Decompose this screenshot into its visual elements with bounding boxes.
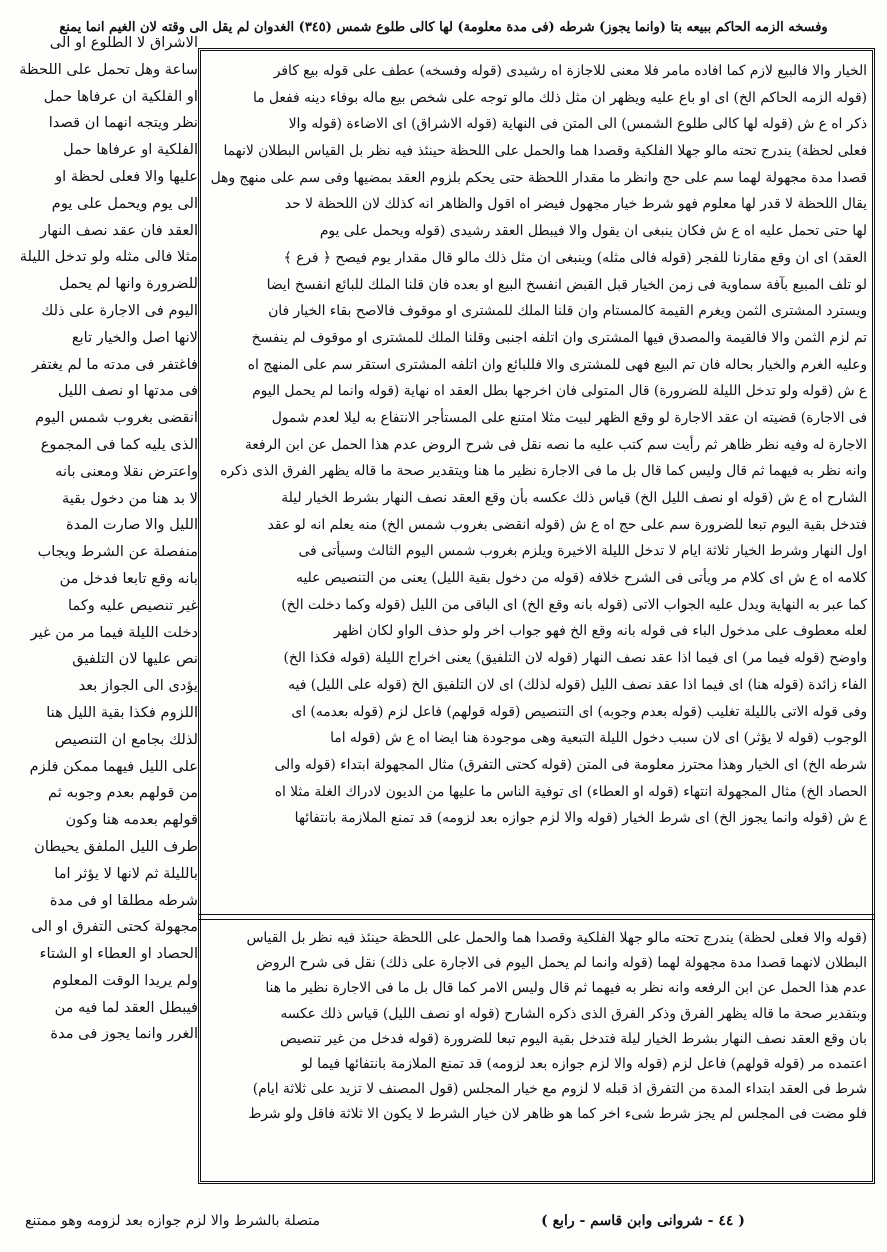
- margin-line: مثلا فالى مثله ولو تدخل الليلة: [19, 248, 198, 266]
- main-text-line: الفاء زائدة (قوله هنا) اى فيما اذا عقد نصف الليل (قوله لذلك) اى لان التلفيق الخ (قوله على الليل) فيه: [288, 676, 867, 693]
- main-text-line: (قوله الزمه الحاكم الخ) اى او باع عليه ويظهر ان مثل ذلك مالو توجه على شخص بيع ماله بوفاء دينه ففعل ما: [252, 89, 867, 106]
- margin-line: على الليل فيهما ممكن فلزم: [29, 757, 198, 775]
- margin-line: او الفلكية ان عرفاها حمل: [43, 87, 198, 105]
- margin-line: انقضى بغروب شمس اليوم: [35, 409, 198, 427]
- page-header: وفسخه الزمه الحاكم ببيعه بتا (وانما يجوز) شرطه (فى مدة معلومة) لها كالى طلوع شمس (٣٤٥) الغدوان لم يقل الى وقته لان الغيم انما يمنع: [59, 20, 828, 35]
- footnote-line: فلو مضت فى المجلس لم يجز شرط شىء اخر كما هو ظاهر لان خيار الشرط لا يكون الا ثلاثة فاقل ولو شرط: [248, 1106, 867, 1123]
- margin-text-column: [8, 30, 198, 1180]
- margin-line: مجهولة كحتى التفرق او الى: [31, 918, 198, 936]
- margin-line: يؤدى الى الجواز بعد: [78, 677, 198, 695]
- margin-line: الغرر وانما يجوز فى مدة: [50, 1025, 198, 1043]
- margin-line: دخلت الليلة فيما مر من غير: [30, 623, 198, 641]
- margin-line: لا بد هنا من دخول بقية: [61, 489, 198, 507]
- margin-line: ساعة وهل تحمل على اللحظة: [19, 60, 198, 78]
- margin-line: بانه وقع تابعا فدخل من: [59, 569, 198, 587]
- footer-continuation: متصلة بالشرط والا لزم جوازه بعد لزومه وهو ممتنع: [25, 1213, 320, 1229]
- footnote-line: بان وقع العقد نصف النهار بشرط الخيار ليلة فتدخل بقية اليوم تبعا للضرورة (قوله فدخل من غير تنصيص: [279, 1030, 867, 1047]
- margin-line: الحصاد او العطاء او الشتاء: [39, 945, 198, 963]
- margin-line: اللزوم فكذا بقية الليل هنا: [46, 703, 198, 721]
- footnote-line: اعتمده مر (قوله قولهم) فاعل لزم (قوله والا لزم جوازه بعد لزومه) قد تمنع الملازمة بانتفائها فيما لو: [301, 1055, 867, 1072]
- margin-line: الفلكية او عرفاها حمل: [63, 141, 198, 159]
- main-text-line: فى الاجارة) قضيته ان عقد الاجارة لو وقع الظهر لبيت مثلا امتنع على المستأجر الانتفاع به ليلا لعدم شمول: [271, 409, 867, 426]
- main-text-line: ع ش (قوله وانما يجوز الخ) اى شرط الخيار (قوله والا لزم جوازه بعد لزومه) قد تمنع الملازمة بانتفائها: [294, 810, 867, 827]
- margin-line: العقد فان عقد نصف النهار: [40, 221, 198, 239]
- margin-line: الى يوم ويحمل على يوم: [51, 194, 198, 212]
- main-commentary: [207, 58, 867, 910]
- margin-line: بالليلة ثم لانها لا يؤثر اما: [54, 864, 198, 882]
- main-text-line: كلامه اه ع ش اى كلام مر ويأتى فى الشرح خلافه (قوله من دخول بقية الليل) يعنى من التنصيص عليه: [296, 570, 867, 587]
- main-text-line: لو تلف المبيع بآفة سماوية فى زمن الخيار قبل القبض انفسخ البيع او بعده فان قلنا الملك للبائع انفسخ ايضا: [266, 276, 867, 293]
- main-text-line: تم لزم الثمن والا فالقيمة والمصدق فيها المشترى وان اتلفه اجنبى وقلنا الملك للمشترى او موقوف لم ينفسخ: [251, 329, 867, 346]
- main-text-line: الوجوب (قوله لا يؤثر) اى لان سبب دخول الليلة التبعية وهى موجودة هنا ايضا اه ع ش (قوله اما: [330, 730, 867, 747]
- margin-line: قولهم بعدمه هنا وكون: [65, 811, 198, 829]
- footnote-line: البطلان لانهما قصدا مدة مجهولة لهما (قوله وانما لم يحمل اليوم فى الاجارة على ذلك) نقل فى شرح الروض: [256, 955, 867, 972]
- main-text-line: ذكر اه ع ش (قوله لها كالى طلوع الشمس) الى المتن فى النهاية (قوله الاشراق) اى الاضاءة (قوله والا: [288, 116, 867, 133]
- margin-line: منفصلة عن الشرط ويجاب: [37, 543, 198, 561]
- footnote-line: شرط فى العقد ابتداء المدة من التفرق اذ قبله لا لزوم مع خيار المجلس (قول المصنف لا تزيد على ثلاثة ايام): [252, 1081, 867, 1098]
- margin-line: نص عليها لان التلفيق: [72, 650, 198, 668]
- secondary-commentary: [207, 926, 867, 1178]
- margin-line: ولم يريدا الوقت المعلوم: [52, 971, 198, 989]
- main-text-line: الشارح اه ع ش (قوله او نصف الليل الخ) قياس ذلك عكسه بأن وقع العقد نصف النهار بشرط الخيار ليلة: [281, 490, 867, 506]
- main-text-line: فتدخل بقية اليوم تبعا للضرورة سم على حج اه ع ش (قوله انقضى بغروب شمس الخ) منه يعلم انه لو عقد: [267, 516, 867, 533]
- margin-line: لانها اصل والخيار تابع: [71, 328, 198, 346]
- main-text-line: الاجارة له وفيه نظر ظاهر ثم رأيت سم كتب عليه ما نصه نقل فى شرح الروض عدم هذا الحمل عن ابن الرفعة: [244, 436, 867, 453]
- main-text-line: واوضح (قوله فيما مر) اى فيما اذا عقد نصف النهار (قوله لان التلفيق) يعنى اخراج الليلة (قوله فكذا الخ): [283, 650, 867, 667]
- main-text-line: قصدا مدة مجهولة لهما سم على حج وانظر ما مقدار اللحظة حتى يحكم بلزوم العقد بمضيها وفى سم على منهج وهل: [210, 169, 867, 186]
- margin-line: فى مدتها او نصف الليل: [57, 382, 198, 400]
- margin-line: نظر ويتجه انهما ان قصدا: [48, 114, 198, 132]
- main-text-line: اول النهار وشرط الخيار ثلاثة ايام لا تدخل الليلة الاخيرة ويلزم بغروب شمس اليوم الثالث وسيأتى فى: [298, 543, 867, 560]
- main-text-line: ويسترد المشترى الثمن ويغرم القيمة كالمستام وان قلنا الملك للمشترى او موقوف فالاصح بقاء الخيار فان: [268, 303, 867, 320]
- main-text-line: ع ش (قوله ولو تدخل الليلة للضرورة) قال المتولى فان اخرجها بطل العقد اه نهاية (قوله وانما لم يحمل اليوم: [252, 383, 867, 400]
- margin-line: فاغتفر فى مدته ما لم يغتفر: [32, 355, 198, 373]
- margin-line: طرف الليل الملفق يحيطان: [34, 837, 198, 855]
- main-text-line: الخيار والا فالبيع لازم كما افاده مامر فلا معنى للاجازة اه رشيدى (قوله وفسخه) عطف على قوله بيع كافر: [273, 63, 867, 79]
- margin-line: للضرورة وانها لم يحمل: [58, 275, 198, 293]
- margin-line: الاشراق لا الطلوع او الى: [49, 34, 198, 51]
- margin-line: فيبطل العقد لما فيه من: [54, 998, 198, 1016]
- margin-line: الليل والا صارت المدة: [66, 516, 198, 534]
- main-text-line: وفى قوله الاتى بالليلة تغليب (قوله بعدم وجوبه) اى التنصيص (قوله قولهم) فاعل لزم (قوله بعدمه) اى: [291, 703, 867, 720]
- main-text-line: وانه نظر به فيهما ثم قال وليس كما قال بل ما فى الاجارة نظير ما هنا ويتقدير صحة ما قاله يظهر الفرق الذى ذكره: [220, 463, 867, 480]
- main-text-line: كما عبر به النهاية ويدل عليه الجواب الاتى (قوله بانه وقع الخ) اى الباقى من الليل (قوله وكما دخلت الخ): [281, 596, 867, 613]
- main-text-line: لعله معطوف على مدخول الباء فى قوله بانه وقع الخ فهو جواب اخر ولو حذف الواو لكان اظهر: [333, 623, 867, 640]
- margin-line: لذلك بجامع ان التنصيص: [54, 730, 198, 748]
- main-text-line: وعليه الغرم والخيار بحاله فان تم البيع فهى للمشترى والا فللبائع وان اتلفه المشترى استقر سم على المنهج اه: [247, 356, 867, 373]
- footnote-line: (قوله والا فعلى لحظة) يندرج تحته مالو جهلا الفلكية وقصدا هما والحمل على اللحظة حينئذ فيه نظر بل القياس: [246, 930, 867, 946]
- footnote-line: وبتقدير صحة ما قاله يظهر الفرق وذكر الفرق الذى ذكره الشارح (قوله او نصف الليل) قياس ذلك عكسه: [280, 1005, 867, 1022]
- margin-line: من قولهم بعدم وجوبه ثم: [48, 784, 198, 802]
- margin-line: الذى يليه كما فى المجموع: [40, 435, 198, 453]
- main-text-line: يقال اللحظة لا قدر لها معلوم فهو شرط خيار مجهول فيضر اه اقول والظاهر انه كذلك لان اللحظة لا حد: [284, 196, 867, 213]
- main-text-line: الحصاد الخ) مثال المجهولة انتهاء (قوله او العطاء) اى توفية الناس ما عليها من الديون لادراك الغلة مثلا اه: [274, 783, 867, 800]
- margin-line: غير تنصيص عليه وكما: [67, 596, 198, 614]
- main-text-line: العقد) اى ان وقع مقارنا للفجر (قوله فالى مثله) وينبغى ان مثل ذلك مالو قال مقدار يوم فيصح ﴿ فرع ﴾: [283, 249, 867, 266]
- section-divider: [198, 914, 875, 920]
- margin-line: شرطه مطلقا او فى مدة: [49, 891, 198, 909]
- margin-line: عليها والا فعلى لحظة او: [55, 167, 198, 185]
- footer-signature: ( ٤٤ - شروانى وابن قاسم - رابع ): [541, 1213, 745, 1229]
- margin-line: اليوم فى الاجارة على ذلك: [41, 301, 198, 319]
- main-text-line: شرطه الخ) اى الخيار وهذا محترز معلومة فى المتن (قوله كحتى التفرق) مثال المجهولة ابتداء (قوله والى: [274, 756, 867, 773]
- main-text-line: لها حتى تحمل عليه اه ع ش فكان ينبغى ان يقول والا فيبطل العقد رشيدى (قوله ويحمل على يوم: [319, 223, 867, 240]
- footnote-line: عدم هذا الحمل عن ابن الرفعه وانه نظر به فيهما ثم قال وليس الامر كما قال بل ما فى الاجارة نظير ما هنا: [265, 980, 867, 997]
- main-text-line: فعلى لحظة) يندرج تحته مالو جهلا الفلكية وقصدا هما والحمل على اللحظة حينئذ فيه نظر بل القياس البطلان لانهما: [223, 143, 867, 160]
- margin-line: واعترض نقلا ومعنى بانه: [55, 462, 198, 480]
